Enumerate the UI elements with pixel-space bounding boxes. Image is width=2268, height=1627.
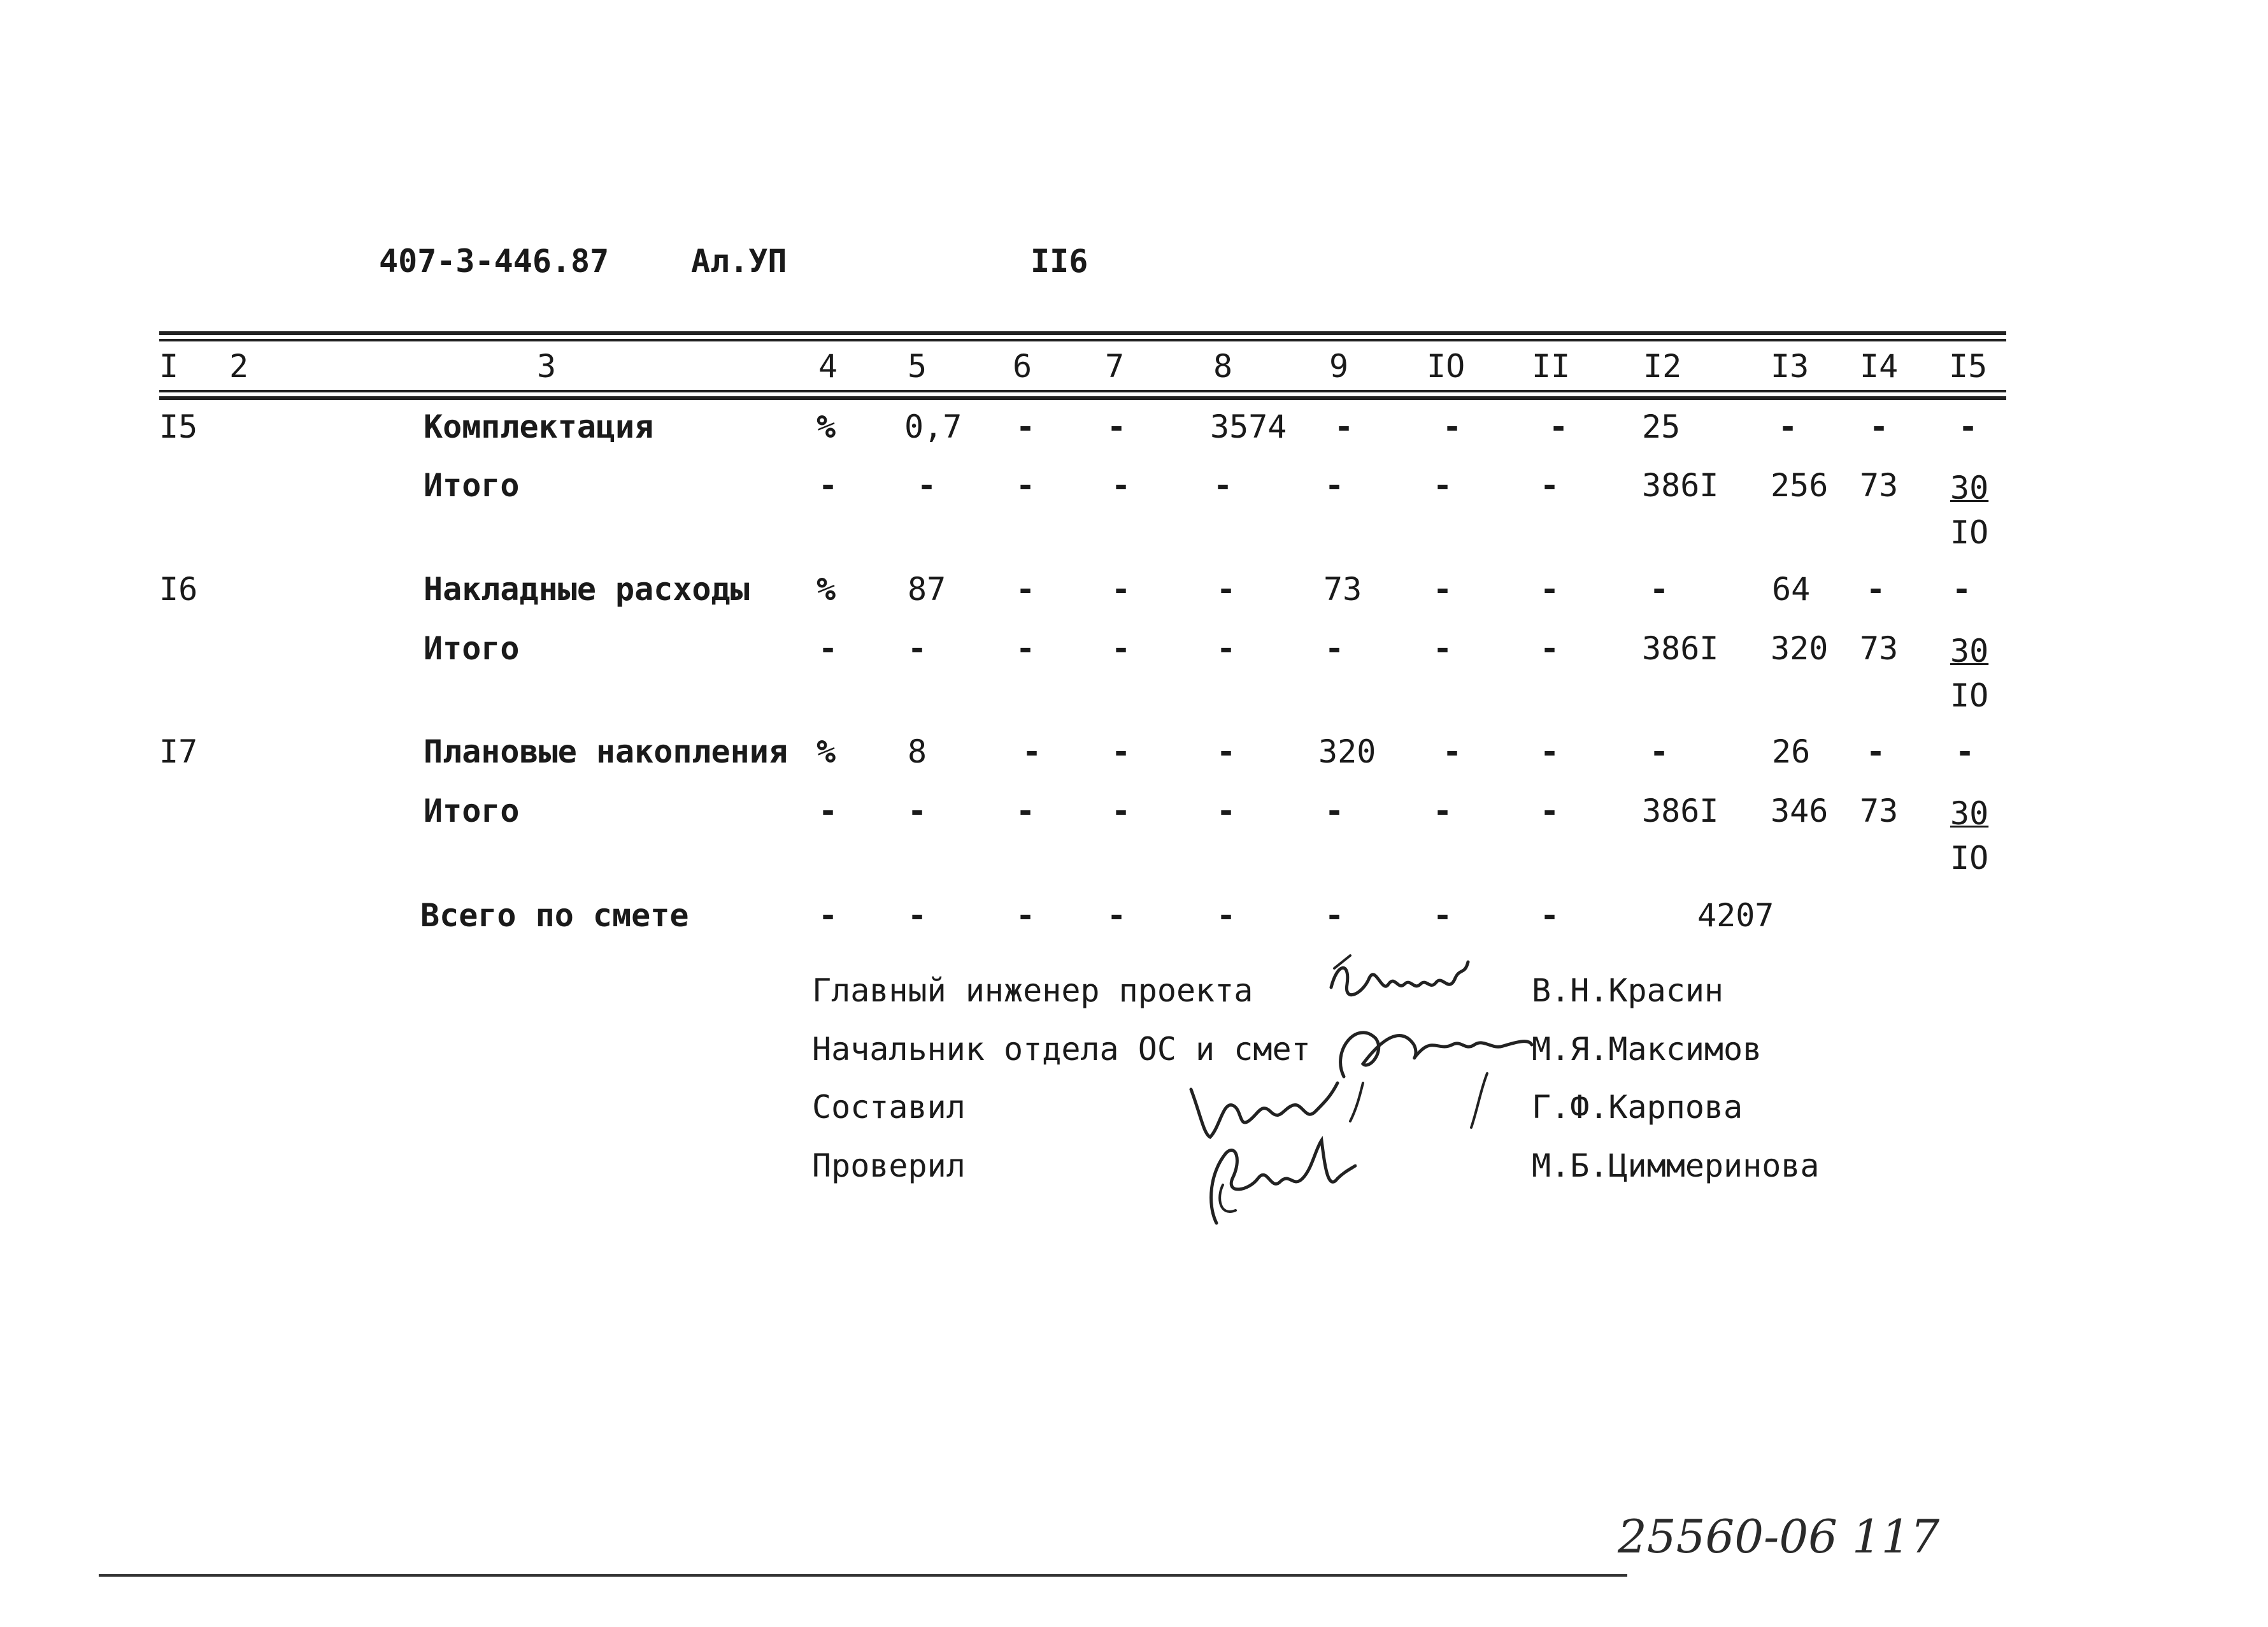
cell: - xyxy=(1213,467,1233,504)
cell: - xyxy=(1107,408,1127,445)
total-dash: - xyxy=(1433,897,1453,934)
signature-role: Проверил xyxy=(812,1147,966,1184)
col-header: 3 xyxy=(537,348,557,385)
cell: - xyxy=(1443,408,1462,445)
cell: 25 xyxy=(1642,408,1681,445)
row-number: I7 xyxy=(159,733,198,770)
col-header: 6 xyxy=(1013,348,1032,385)
cell: - xyxy=(1325,630,1344,667)
cell: - xyxy=(1650,733,1669,770)
cell: - xyxy=(1549,408,1569,445)
cell: - xyxy=(1952,571,1972,608)
fraction-numerator: 30 xyxy=(1950,469,1989,506)
fraction-cell xyxy=(1950,633,1988,714)
cell: - xyxy=(1433,792,1453,829)
cell: - xyxy=(1016,630,1036,667)
row-description: Итого xyxy=(424,630,520,667)
cell: - xyxy=(1325,467,1344,504)
page-number: II6 xyxy=(1031,243,1088,280)
cell: - xyxy=(1540,733,1560,770)
cell: - xyxy=(1955,733,1975,770)
cell: 0,7 xyxy=(904,408,962,445)
signature-name: Г.Ф.Карпова xyxy=(1532,1089,1743,1126)
header-bottom-rule xyxy=(159,390,2006,392)
handwritten-signature xyxy=(1325,949,1478,1019)
cell: 386I xyxy=(1642,630,1719,667)
fraction-denominator: IO xyxy=(1950,677,1989,714)
signature-name: В.Н.Красин xyxy=(1532,972,1724,1009)
footer-rule xyxy=(99,1574,1627,1577)
unit-cell: % xyxy=(817,408,836,445)
cell: 256 xyxy=(1771,467,1829,504)
doc-code: 407-3-446.87 xyxy=(379,243,610,280)
cell: - xyxy=(1540,571,1560,608)
handwritten-stamp-number: 25560-06 117 xyxy=(1618,1510,1940,1563)
handwritten-signature xyxy=(1325,1013,1535,1134)
signature-name: М.Я.Максимов xyxy=(1532,1031,1762,1068)
cell: 320 xyxy=(1318,733,1376,770)
table-top-rule xyxy=(159,331,2006,335)
cell: - xyxy=(1016,467,1036,504)
cell: - xyxy=(1216,630,1236,667)
cell: 73 xyxy=(1860,630,1899,667)
cell: 73 xyxy=(1860,792,1899,829)
cell: - xyxy=(1111,733,1131,770)
total-dash: - xyxy=(1216,897,1236,934)
col-header: 2 xyxy=(229,348,249,385)
signature-name: М.Б.Циммеринова xyxy=(1532,1147,1820,1184)
fraction-denominator: IO xyxy=(1950,840,1989,877)
fraction-cell xyxy=(1950,795,1988,877)
cell: 8 xyxy=(908,733,927,770)
col-header: 9 xyxy=(1329,348,1349,385)
cell: - xyxy=(1433,467,1453,504)
col-header: IO xyxy=(1427,348,1466,385)
row-description: Итого xyxy=(424,792,520,829)
total-dash: - xyxy=(1016,897,1036,934)
total-value: 4207 xyxy=(1697,897,1774,934)
col-header: II xyxy=(1532,348,1571,385)
cell: - xyxy=(908,792,927,829)
table-top-rule-inner xyxy=(159,339,2006,341)
cell: - xyxy=(1325,792,1344,829)
cell: 386I xyxy=(1642,467,1719,504)
row-description: Накладные расходы xyxy=(424,571,750,608)
cell: - xyxy=(1334,408,1354,445)
cell: 87 xyxy=(908,571,946,608)
signature-role: Главный инженер проекта xyxy=(812,972,1253,1009)
cell: - xyxy=(1016,571,1036,608)
col-header: 8 xyxy=(1213,348,1233,385)
unit-cell: % xyxy=(817,733,836,770)
fraction-numerator: 30 xyxy=(1950,795,1989,832)
cell: 73 xyxy=(1860,467,1899,504)
header-bottom-rule-inner xyxy=(159,396,2006,400)
fraction-numerator: 30 xyxy=(1950,633,1989,670)
col-header: I5 xyxy=(1949,348,1988,385)
col-header: I4 xyxy=(1860,348,1899,385)
cell: - xyxy=(1650,571,1669,608)
total-dash: - xyxy=(908,897,927,934)
col-header: I3 xyxy=(1771,348,1809,385)
total-dash: - xyxy=(1107,897,1127,934)
cell: - xyxy=(1443,733,1462,770)
album-label: Ал.УП xyxy=(691,243,787,280)
cell: - xyxy=(818,630,838,667)
total-dash: - xyxy=(1540,897,1560,934)
cell: - xyxy=(917,467,937,504)
cell: - xyxy=(1111,571,1131,608)
row-description: Комплектация xyxy=(424,408,654,445)
cell: - xyxy=(1433,571,1453,608)
cell: - xyxy=(1958,408,1978,445)
row-description: Итого xyxy=(424,467,520,504)
cell: - xyxy=(818,792,838,829)
col-header: I2 xyxy=(1643,348,1682,385)
cell: - xyxy=(1022,733,1042,770)
cell: - xyxy=(1216,792,1236,829)
cell: - xyxy=(1111,630,1131,667)
cell: 320 xyxy=(1771,630,1829,667)
cell: 3574 xyxy=(1210,408,1287,445)
cell: 64 xyxy=(1772,571,1811,608)
cell: - xyxy=(1016,792,1036,829)
total-dash: - xyxy=(818,897,838,934)
cell: - xyxy=(1540,630,1560,667)
cell: 386I xyxy=(1642,792,1719,829)
cell: - xyxy=(1111,792,1131,829)
col-header: I xyxy=(159,348,179,385)
cell: - xyxy=(908,630,927,667)
cell: - xyxy=(1216,571,1236,608)
cell: - xyxy=(818,467,838,504)
cell: - xyxy=(1111,467,1131,504)
row-description: Плановые накопления xyxy=(424,733,788,770)
cell: 26 xyxy=(1772,733,1811,770)
cell: - xyxy=(1869,408,1889,445)
cell: 73 xyxy=(1323,571,1362,608)
col-header: 7 xyxy=(1105,348,1125,385)
cell: - xyxy=(1866,571,1886,608)
row-number: I5 xyxy=(159,408,198,445)
cell: - xyxy=(1540,792,1560,829)
cell: - xyxy=(1433,630,1453,667)
fraction-denominator: IO xyxy=(1950,514,1989,551)
cell: - xyxy=(1540,467,1560,504)
cell: - xyxy=(1866,733,1886,770)
cell: 346 xyxy=(1771,792,1829,829)
cell: - xyxy=(1778,408,1798,445)
fraction-cell xyxy=(1950,469,1988,551)
handwritten-signature xyxy=(1197,1134,1357,1236)
unit-cell: % xyxy=(817,571,836,608)
total-dash: - xyxy=(1325,897,1344,934)
col-header: 5 xyxy=(908,348,927,385)
col-header: 4 xyxy=(818,348,838,385)
signature-role: Начальник отдела ОС и смет xyxy=(812,1031,1311,1068)
total-label: Всего по смете xyxy=(420,897,689,934)
row-number: I6 xyxy=(159,571,198,608)
cell: - xyxy=(1216,733,1236,770)
signature-role: Составил xyxy=(812,1089,966,1126)
cell: - xyxy=(1016,408,1036,445)
